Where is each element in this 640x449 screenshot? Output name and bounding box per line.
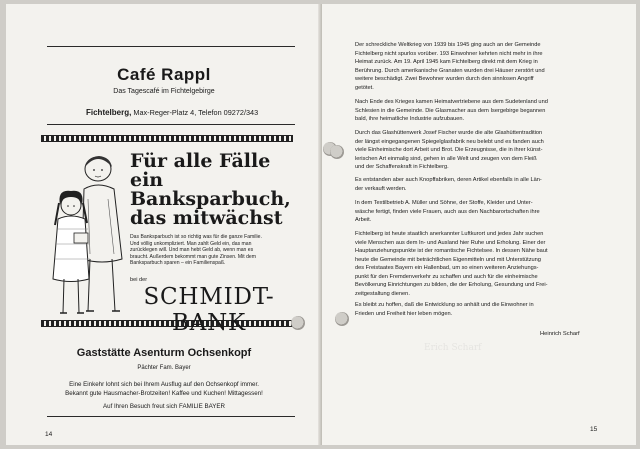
paragraph-war — [355, 41, 625, 92]
punch-hole — [330, 145, 344, 159]
bottom-rule — [47, 416, 295, 417]
text-line: bald, ihre heimatliche Industrie aufzubauen. — [355, 116, 465, 122]
bank-body-line: Und völlig unkompliziert. Man zahlt Geld ein, das man — [130, 240, 252, 247]
gast-ad-line: Bekannt gute Hausmacher-Brotzeiten! Kaffee und Kuchen! Mittagessen! — [65, 390, 263, 397]
text-line: Bevölkerung Einrichtungen zu bilden, die der Erholung, Gesundung und Frei- — [355, 282, 548, 288]
bank-ad-logo-text: SCHMIDT-BANK — [143, 284, 275, 336]
punch-hole — [335, 312, 349, 326]
bleed-through-text: Erich Scharf — [424, 343, 482, 353]
top-rule — [47, 46, 295, 47]
text-line: der längst eingegangenen Spiegelglasfabrik neu belebt und es fanden auch — [355, 138, 544, 145]
text-line: lerischen Art einmalig sind, gehen in alle Welt und zeugen von dem Fleiß — [355, 155, 537, 162]
bank-headline-line: Banksparbuch, — [130, 188, 291, 210]
text-line: Fichtelberg nicht spurlos vorüber. 193 Einwohner kehrten nicht mehr in ihre — [355, 50, 543, 57]
punch-hole — [291, 316, 305, 330]
paragraph-hope — [355, 301, 625, 318]
text-line: Durch das Glashüttenwerk Josef Fischer wurde die alte Glashüttentradition — [355, 130, 543, 136]
text-line: zeitgestaltung dienen. — [355, 290, 410, 297]
text-line: viele Einheimische dort Arbeit und Brot. Die Erzeugnisse, die in ihrer künst- — [355, 147, 543, 153]
bank-ad — [41, 135, 293, 336]
author-signature: Heinrich Scharf — [540, 331, 580, 337]
text-line: Hauptanziehungspunkte ist der romantische Fichtelsee. In dessen Nähe baut — [355, 248, 548, 254]
family-illustration — [46, 149, 130, 321]
text-line: Nach Ende des Krieges kamen Heimatvertriebene aus dem Sudetenland und — [355, 99, 548, 105]
bank-ad-body — [130, 234, 290, 267]
text-line: In dem Textilbetrieb A. Müller und Söhne, der Stoffe, Kleider und Unter- — [355, 200, 533, 206]
text-line: Es entstanden aber auch Knopffabriken, deren Artikel ebenfalls in alle Län- — [355, 177, 542, 183]
bank-body-line: Das Banksparbuch ist so richtig was für die ganze Familie. — [130, 234, 262, 240]
text-line: Frieden und Freiheit hier leben mögen. — [355, 310, 453, 317]
bank-ad-top-border — [41, 135, 293, 142]
cafe-ad-title: Café Rappl — [117, 65, 211, 84]
bank-body-line: zurücklegen will. Und man hebt Geld ab, wenn man es — [130, 247, 254, 254]
paragraph-buttons — [355, 176, 625, 193]
paragraph-glassworks — [355, 129, 625, 172]
cafe-ad-address — [86, 108, 258, 117]
text-line: Fichtelberg ist heute staatlich anerkannter Luftkurort und jedes Jahr suchen — [355, 231, 544, 237]
cafe-ad-street: Max-Reger-Platz 4, Telefon 09272/343 — [133, 108, 259, 117]
right-page — [322, 4, 636, 445]
text-line: der verkauft werden. — [355, 185, 407, 192]
cafe-ad-town: Fichtelberg, — [86, 108, 132, 117]
text-line: viele Menschen aus dem In- und Ausland hier Ruhe und Erholung. Einer der — [355, 239, 546, 246]
bank-ad-headline — [130, 152, 290, 228]
text-line: Heimat zurück. Am 19. April 1945 kam Fichtelberg direkt mit dem Krieg in — [355, 59, 538, 65]
text-line: und der Schaffenskraft in Fichtelberg. — [355, 164, 449, 170]
bank-body-line: Banksparbuch sparen – ein Familienspaß. — [130, 260, 226, 267]
bank-body-line: braucht. Außerdem bekommt man gute Zinsen. Mit dem — [130, 253, 256, 260]
text-line: weitere beschädigt. Zwei Bewohner wurden durch den sinnlosen Angriff — [355, 76, 534, 82]
page-number-right: 15 — [590, 426, 598, 433]
text-line: Es bleibt zu hoffen, daß die Entwicklung so anhält und die Einwohner in — [355, 302, 534, 308]
bank-headline-line: ein — [130, 169, 164, 191]
paragraph-tourism — [355, 230, 625, 298]
text-line: punkt für den Fremdenverkehr zu schaffen und auch für die einheimische — [355, 273, 538, 280]
text-line: Schlesien in die Gemeinde. Die Glasmacher aus dem Isergebirge begannen — [355, 107, 546, 114]
text-line: wäsche fertigt, finden viele Frauen, auch aus den Nachbarortschaften ihre — [355, 208, 540, 215]
cafe-ad-subtitle: Das Tagescafé im Fichtelgebirge — [113, 88, 215, 95]
page-number-left: 14 — [45, 431, 53, 438]
paragraph-refugees — [355, 98, 625, 124]
gast-ad-title: Gaststätte Asenturm Ochsenkopf — [76, 347, 252, 359]
bank-ad-bei-der: bei der — [130, 277, 148, 283]
cafe-bottom-rule — [47, 124, 295, 125]
paragraph-textiles — [355, 199, 625, 225]
text-line: Der schreckliche Weltkrieg von 1939 bis 1945 ging auch an der Gemeinde — [355, 42, 541, 48]
left-page — [6, 4, 322, 445]
gast-ad-pachter: Pächter Fam. Bayer — [137, 365, 191, 371]
text-line: des Freistaates Bayern ein Hallenbad, um so einen weiteren Anziehungs- — [355, 265, 539, 271]
gast-ad-line: Auf Ihren Besuch freut sich FAMILIE BAYER — [103, 403, 225, 410]
bank-headline-line: Für alle Fälle — [130, 150, 271, 172]
text-line: getötet. — [355, 84, 374, 91]
gast-ad-line: Eine Einkehr lohnt sich bei Ihrem Ausflug auf den Ochsenkopf immer. — [69, 381, 259, 388]
text-line: Berührung. Durch amerikanische Granaten wurden drei Häuser zerstört und — [355, 67, 545, 74]
bank-headline-line: das mitwächst — [130, 207, 283, 229]
text-line: heute die Gemeinde mit beträchtlichen Eigenmitteln und mit Unterstützung — [355, 256, 541, 263]
text-line: Arbeit. — [355, 217, 372, 223]
